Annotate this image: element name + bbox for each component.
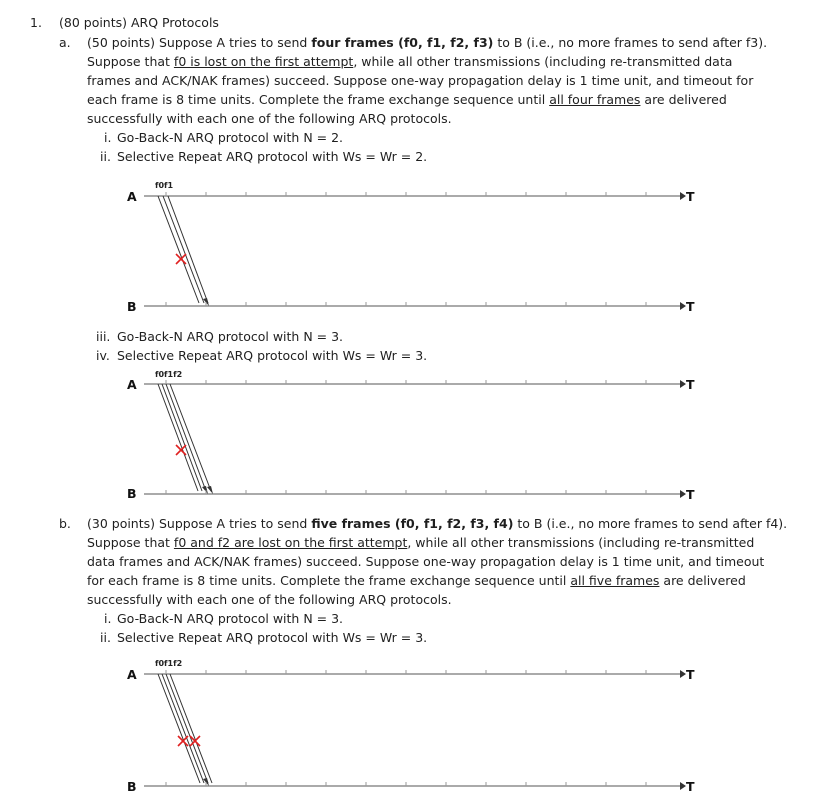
part-a-line-5: successfully with each one of the following ARQ protocols. <box>87 111 452 126</box>
part-a-line-1: (50 points) Suppose A tries to send four frames (f0, f1, f2, f3) to B (i.e., no more frames to send after f3). <box>87 35 768 50</box>
item-marker: i. <box>104 611 112 626</box>
item-marker: i. <box>104 130 112 145</box>
item-marker: ii. <box>100 149 111 164</box>
frames-label: f0f1 <box>155 181 174 190</box>
time-label: T <box>686 299 695 314</box>
time-label: T <box>686 667 695 682</box>
time-label: T <box>686 377 695 392</box>
time-label: T <box>686 487 695 502</box>
question-title: (80 points) ARQ Protocols <box>59 15 219 30</box>
part-b-marker: b. <box>59 516 71 531</box>
receiver-label: B <box>127 299 137 314</box>
frames-label: f0f1f2 <box>155 370 183 379</box>
sender-label: A <box>127 377 137 392</box>
item-marker: iv. <box>96 348 110 363</box>
item-marker: ii. <box>100 630 111 645</box>
item-marker: iii. <box>96 329 111 344</box>
part-a-line-4: each frame is 8 time units. Complete the frame exchange sequence until all four frames are delivered <box>87 92 727 107</box>
part-b-line-1: (30 points) Suppose A tries to send five frames (f0, f1, f2, f3, f4) to B (i.e., no more frames to send after f4). <box>87 516 788 531</box>
time-label: T <box>686 189 695 204</box>
item-text: Go-Back-N ARQ protocol with N = 2. <box>117 130 344 145</box>
sender-label: A <box>127 189 137 204</box>
item-text: Selective Repeat ARQ protocol with Ws = Wr = 3. <box>117 630 428 645</box>
item-text: Selective Repeat ARQ protocol with Ws = Wr = 3. <box>117 348 428 363</box>
sender-label: A <box>127 667 137 682</box>
item-text: Selective Repeat ARQ protocol with Ws = Wr = 2. <box>117 149 428 164</box>
frames-label: f0f1f2 <box>155 659 183 668</box>
item-text: Go-Back-N ARQ protocol with N = 3. <box>117 611 344 626</box>
receiver-label: B <box>127 486 137 501</box>
item-text: Go-Back-N ARQ protocol with N = 3. <box>117 329 344 344</box>
part-b-line-4: for each frame is 8 time units. Complete the frame exchange sequence until all five frames are delivered <box>87 573 746 588</box>
question-number: 1. <box>30 15 42 30</box>
part-b-line-5: successfully with each one of the following ARQ protocols. <box>87 592 452 607</box>
receiver-label: B <box>127 779 137 794</box>
part-a-marker: a. <box>59 35 71 50</box>
part-b-line-2: Suppose that f0 and f2 are lost on the first attempt, while all other transmissions (including re-transmitted <box>87 535 755 550</box>
part-a-line-2: Suppose that f0 is lost on the first attempt, while all other transmissions (including re-transmitted data <box>87 54 733 69</box>
part-b-line-3: data frames and ACK/NAK frames) succeed. Suppose one-way propagation delay is 1 time unit, and timeout <box>87 554 765 569</box>
time-label: T <box>686 779 695 794</box>
part-a-line-3: frames and ACK/NAK frames) succeed. Suppose one-way propagation delay is 1 time unit, and timeout for <box>87 73 754 88</box>
